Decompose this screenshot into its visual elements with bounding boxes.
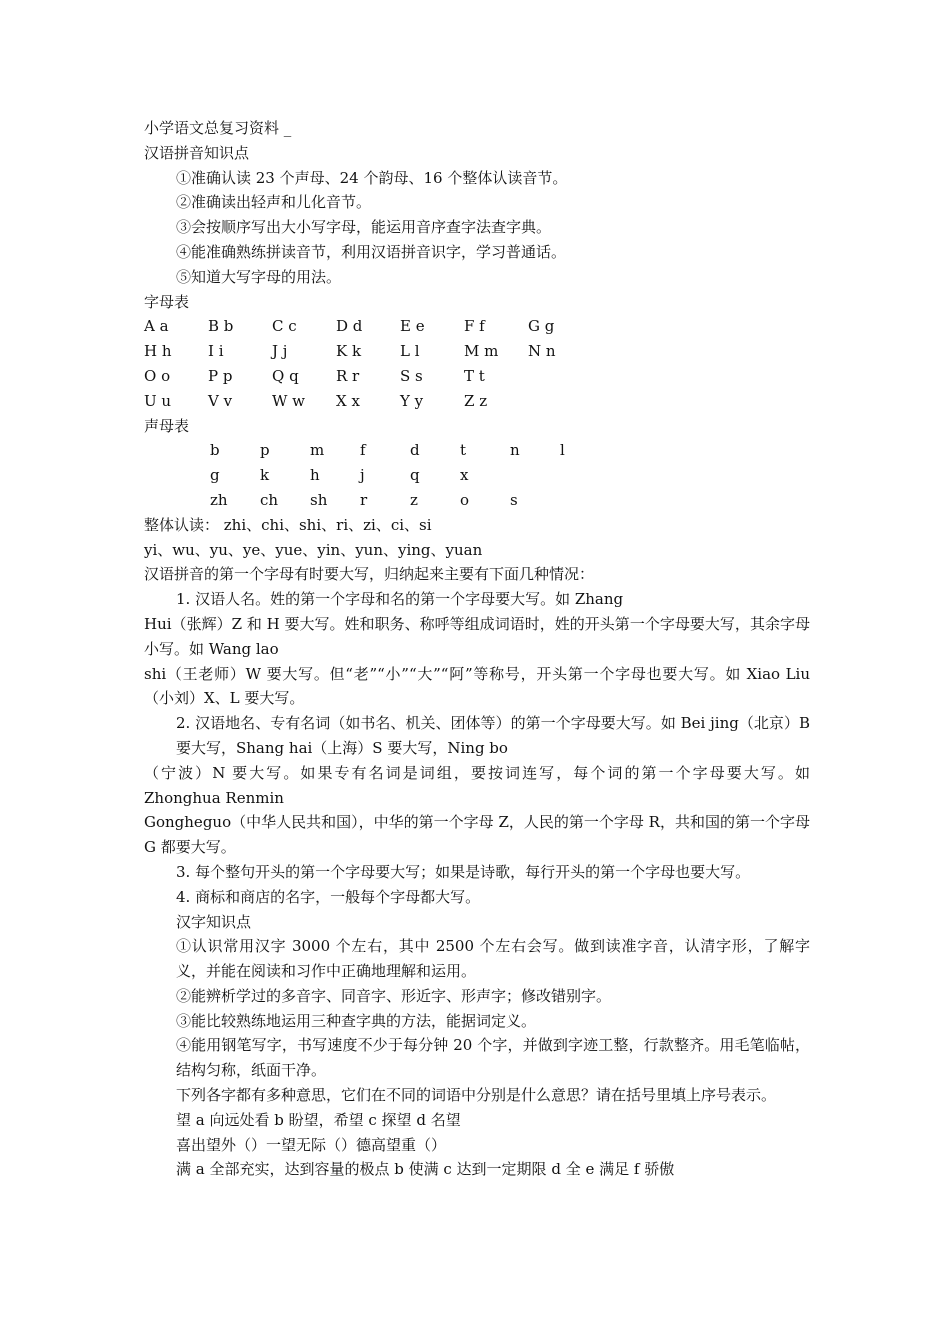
- alphabet-cell: Q q: [272, 366, 299, 385]
- alphabet-cell: C c: [272, 317, 297, 336]
- character-point: ②能辨析学过的多音字、同音字、形近字、形声字；修改错别字。: [176, 986, 612, 1005]
- capitalization-rule: 4. 商标和商店的名字，一般每个字母都大写。: [176, 887, 481, 906]
- pinyin-point: ①准确认读 23 个声母、24 个韵母、16 个整体认读音节。: [176, 168, 568, 187]
- exercise-meanings: 满 a 全部充实，达到容量的极点 b 使满 c 达到一定期限 d 全 e 满足 f 骄傲: [176, 1160, 675, 1179]
- alphabet-cell: W w: [272, 391, 306, 410]
- initial-cell: ch: [260, 490, 279, 509]
- capitalization-intro: 汉语拼音的第一个字母有时要大写，归纳起来主要有下面几种情况：: [144, 565, 595, 584]
- alphabet-cell: B b: [208, 317, 234, 336]
- alphabet-cell: K k: [336, 342, 362, 361]
- initials-row: [144, 463, 810, 488]
- alphabet-cell: D d: [336, 317, 363, 336]
- alphabet-cell: G g: [528, 317, 555, 336]
- capitalization-rule: Gongheguo（中华人民共和国），中华的第一个字母 Z，人民的第一个字母 R，共和国的第一个字母 G 都要大写。: [144, 813, 810, 857]
- initial-cell: f: [360, 441, 366, 460]
- alphabet-cell: F f: [464, 317, 485, 336]
- pinyin-point: ④能准确熟练拼读音节，利用汉语拼音识字，学习普通话。: [176, 242, 567, 261]
- document-page: [144, 116, 810, 1182]
- alphabet-cell: N n: [528, 342, 556, 361]
- initial-cell: m: [310, 441, 325, 460]
- character-point: ①认识常用汉字 3000 个左右，其中 2500 个左右会写。做到读准字音，认清字形，了解字义，并能在阅读和习作中正确地理解和运用。: [176, 937, 810, 981]
- alphabet-cell: E e: [400, 317, 425, 336]
- alphabet-cell: J j: [272, 342, 288, 361]
- document-title: 小学语文总复习资料 _: [144, 119, 292, 137]
- capitalization-rule: Hui（张辉）Z 和 H 要大写。姓和职务、称呼等组成词语时，姓的开头第一个字母要大写，其余字母小写。如 Wang lao: [144, 614, 810, 658]
- alphabet-cell: O o: [144, 366, 171, 385]
- whole-read-syllables: 整体认读： zhi、chi、shi、ri、zi、ci、si: [144, 515, 432, 534]
- section-heading-pinyin: 汉语拼音知识点: [144, 143, 250, 162]
- initial-cell: zh: [210, 490, 228, 509]
- exercise-meanings: 望 a 向远处看 b 盼望，希望 c 探望 d 名望: [176, 1110, 461, 1129]
- alphabet-cell: X x: [336, 391, 360, 410]
- exercise-items: 喜出望外（）一望无际（）德高望重（）: [176, 1135, 447, 1154]
- initial-cell: sh: [310, 490, 328, 509]
- initial-cell: q: [410, 466, 420, 485]
- alphabet-cell: P p: [208, 366, 233, 385]
- alphabet-cell: R r: [336, 366, 360, 385]
- alphabet-cell: Z z: [464, 391, 488, 410]
- alphabet-row: [144, 314, 810, 339]
- alphabet-cell: L l: [400, 342, 420, 361]
- character-point: ③能比较熟练地运用三种查字典的方法，能据词定义。: [176, 1011, 537, 1030]
- exercise-instructions: 下列各字都有多种意思，它们在不同的词语中分别是什么意思？请在括号里填上序号表示。: [176, 1086, 777, 1105]
- initial-cell: n: [510, 441, 520, 460]
- initial-cell: d: [410, 441, 420, 460]
- alphabet-cell: M m: [464, 342, 499, 361]
- initial-cell: h: [310, 466, 320, 485]
- capitalization-rule: 3. 每个整句开头的第一个字母要大写；如果是诗歌，每行开头的第一个字母也要大写。: [176, 862, 751, 881]
- initial-cell: b: [210, 441, 220, 460]
- initials-row: [144, 488, 810, 513]
- alphabet-cell: A a: [144, 317, 169, 336]
- capitalization-rule: （宁波）N 要大写。如果专有名词是词组，要按词连写，每个词的第一个字母要大写。如 Zhonghua Renmin: [144, 763, 810, 807]
- initial-cell: p: [260, 441, 270, 460]
- capitalization-rule: shi（王老师）W 要大写。但“老”“小”“大”“阿”等称号，开头第一个字母也要大写。如 Xiao Liu（小刘）X、L 要大写。: [144, 664, 810, 708]
- pinyin-point: ③会按顺序写出大小写字母，能运用音序查字法查字典。: [176, 218, 552, 237]
- alphabet-heading: 字母表: [144, 292, 190, 311]
- alphabet-cell: Y y: [400, 391, 424, 410]
- initial-cell: x: [460, 466, 469, 485]
- initials-heading: 声母表: [144, 416, 190, 435]
- alphabet-cell: S s: [400, 366, 423, 385]
- initial-cell: r: [360, 490, 368, 509]
- initial-cell: z: [410, 490, 418, 509]
- pinyin-point: ⑤知道大写字母的用法。: [176, 267, 342, 286]
- initial-cell: s: [510, 490, 518, 509]
- alphabet-cell: U u: [144, 391, 172, 410]
- initials-row: [144, 438, 810, 463]
- capitalization-rule: 2. 汉语地名、专有名词（如书名、机关、团体等）的第一个字母要大写。如 Bei jing（北京）B 要大写，Shang hai（上海）S 要大写，Ning bo: [176, 714, 810, 757]
- alphabet-cell: H h: [144, 342, 172, 361]
- initial-cell: j: [360, 466, 365, 485]
- character-point: ④能用钢笔写字，书写速度不少于每分钟 20 个字，并做到字迹工整，行款整齐。用毛笔临帖，结构匀称，纸面干净。: [176, 1036, 810, 1080]
- alphabet-row: [144, 364, 810, 389]
- initial-cell: l: [560, 441, 565, 460]
- section-heading-characters: 汉字知识点: [176, 912, 252, 931]
- alphabet-row: [144, 389, 810, 414]
- alphabet-cell: T t: [464, 366, 485, 385]
- whole-read-syllables: yi、wu、yu、ye、yue、yin、yun、ying、yuan: [144, 540, 483, 559]
- initial-cell: g: [210, 466, 220, 485]
- alphabet-cell: V v: [208, 391, 233, 410]
- initial-cell: k: [260, 466, 270, 485]
- initial-cell: t: [460, 441, 467, 460]
- pinyin-point: ②准确读出轻声和儿化音节。: [176, 193, 372, 212]
- alphabet-cell: I i: [208, 342, 224, 361]
- capitalization-rule: 1. 汉语人名。姓的第一个字母和名的第一个字母要大写。如 Zhang: [176, 590, 624, 609]
- alphabet-row: [144, 339, 810, 364]
- initial-cell: o: [460, 490, 470, 509]
